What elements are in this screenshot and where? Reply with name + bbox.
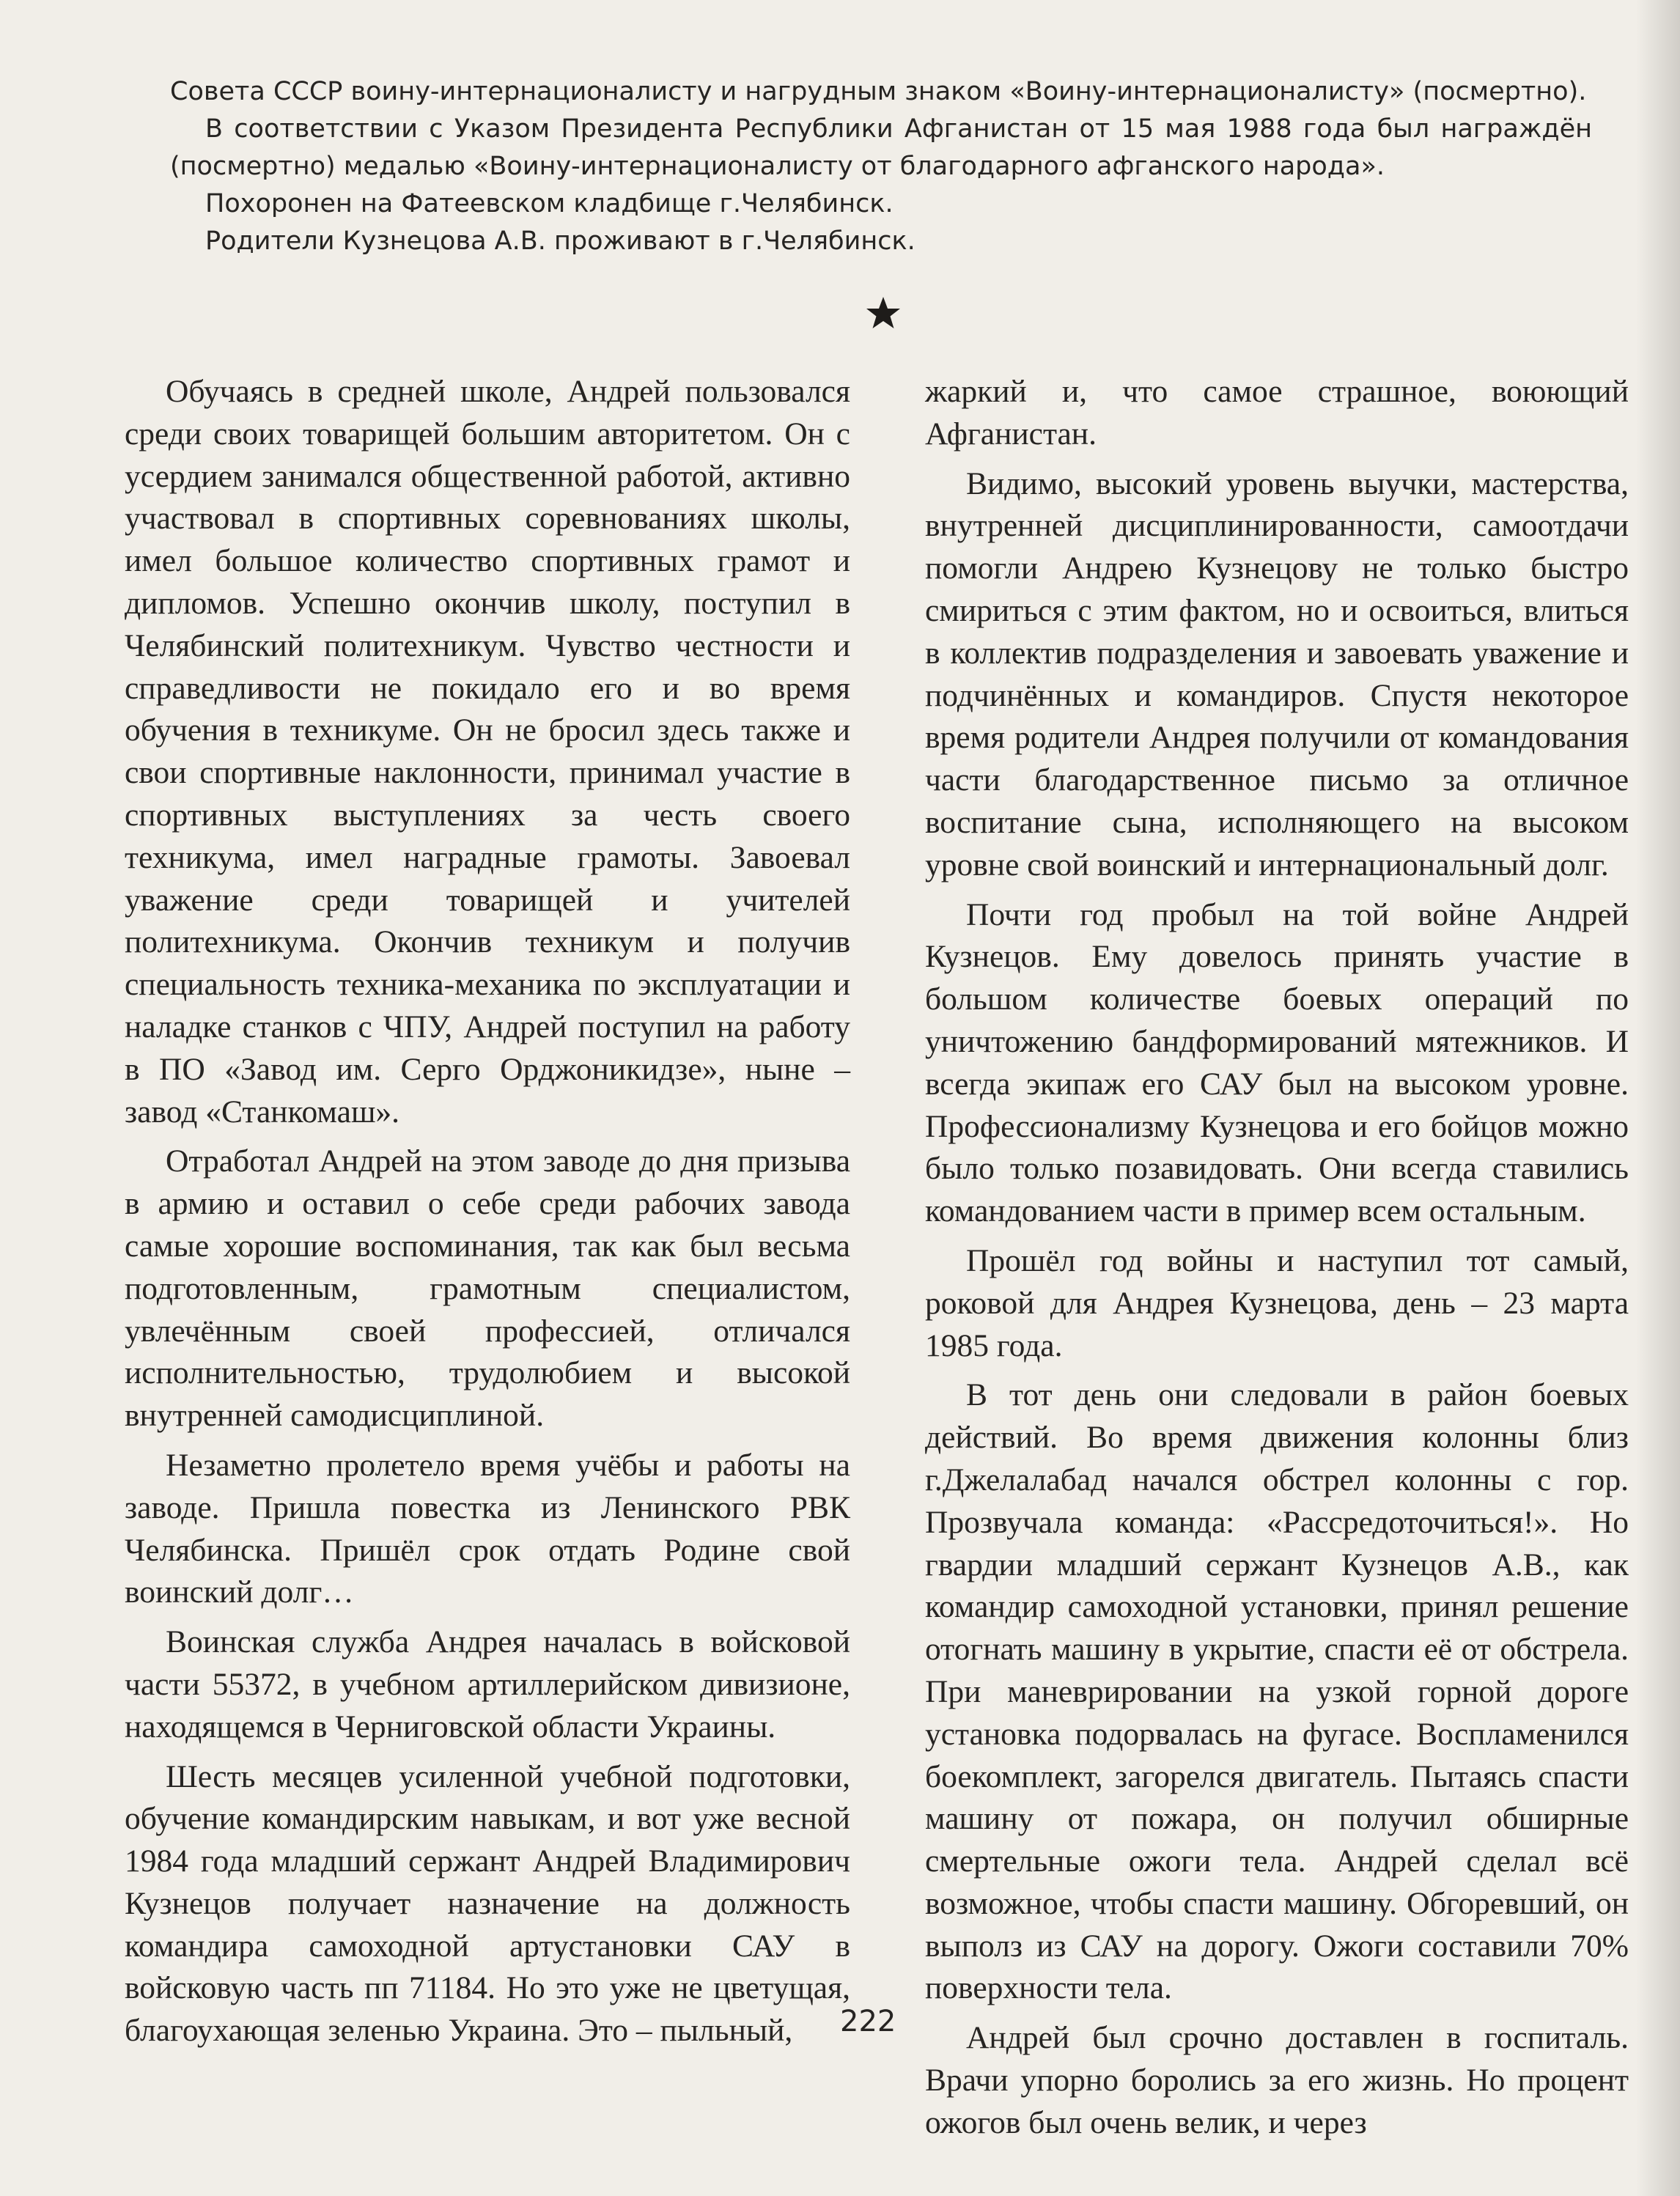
left-text-column <box>125 371 850 2060</box>
paragraph: Почти год пробыл на той войне Андрей Кузнецов. Ему довелось принять участие в большом количестве боевых операций по уничтожению бандформирований мятежников. И всегда экипаж его САУ был на высоком уровне. Профессионализму Кузнецова и его бойцов можно было только позавидовать. Они всегда ставились командованием части в пример всем остальным. <box>925 896 1629 1229</box>
page-number: 222 <box>840 2005 896 2038</box>
right-text-column <box>925 371 1629 2152</box>
star-icon <box>865 295 902 331</box>
paragraph: Прошёл год войны и наступил тот самый, роковой для Андрея Кузнецова, день – 23 марта 1985 года. <box>925 1242 1629 1363</box>
paragraph: Отработал Андрей на этом заводе до дня призыва в армию и оставил о себе среди рабочих завода самые хорошие воспоминания, так как был весьма подготовленным, грамотным специалистом, увлечённым своей профессией, отличался исполнительностью, трудолюбием и высокой внутренней самодисциплиной. <box>125 1143 850 1434</box>
paragraph: Незаметно пролетело время учёбы и работы на заводе. Пришла повестка из Ленинского РВК Челябинска. Пришёл срок отдать Родине свой воинский долг… <box>125 1447 850 1610</box>
award-note-line: Совета СССР воину-интернационалисту и нагрудным знаком «Воину-интернационалисту» (посмертно). <box>170 77 1587 106</box>
award-note-line: Родители Кузнецова А.В. проживают в г.Челябинск. <box>205 226 915 256</box>
paragraph: Шесть месяцев усиленной учебной подготовки, обучение командирским навыкам, и вот уже весной 1984 года младший сержант Андрей Владимирович Кузнецов получает назначение на должность командира самоходной артустановки САУ в войсковую часть пп 71184. Но это уже не цветущая, благоухающая зеленью Украина. Это – пыльный, <box>125 1758 850 2049</box>
paragraph: Андрей был срочно доставлен в госпиталь. Врачи упорно боролись за его жизнь. Но процент ожогов был очень велик, и через <box>925 2020 1629 2140</box>
paragraph-continuation: жаркий и, что самое страшное, воюющий Афганистан. <box>925 374 1629 452</box>
paragraph: Видимо, высокий уровень выучки, мастерства, внутренней дисциплинированности, самоотдачи помогли Андрею Кузнецову не только быстро смириться с этим фактом, но и освоиться, влиться в коллектив подразделения и завоевать уважение и подчинённых и командиров. Спустя некоторое время родители Андрея получили от командования части благодарственное письмо за отличное воспитание сына, исполняющего на высоком уровне свой воинский и интернациональный долг. <box>925 465 1629 883</box>
award-note <box>170 73 1592 260</box>
paragraph: Воинская служба Андрея началась в войсковой части 55372, в учебном артиллерийском дивизионе, находящемся в Черниговской области Украины. <box>125 1624 850 1744</box>
page-edge-shadow <box>1636 0 1680 2196</box>
award-note-line: В соответствии с Указом Президента Республики Афганистан от 15 мая 1988 года был награждён (посмертно) медалью «Воину-интернационалисту от благодарного афганского народа». <box>170 114 1592 181</box>
award-note-line: Похоронен на Фатеевском кладбище г.Челябинск. <box>205 189 894 218</box>
paragraph: В тот день они следовали в район боевых действий. Во время движения колонны близ г.Джелалабад начался обстрел колонны с гор. Прозвучала команда: «Рассредоточиться!». Но гвардии младший сержант Кузнецов А.В., как командир самоходной установки, принял решение отогнать машину в укрытие, спасти её от обстрела. При маневрировании на узкой горной дороге установка подорвалась на фугасе. Воспламенился боекомплект, загорелся двигатель. Пытаясь спасти машину от пожара, он получил обширные смертельные ожоги тела. Андрей сделал всё возможное, чтобы спасти машину. Обгоревший, он выполз из САУ на дорогу. Ожоги составили 70% поверхности тела. <box>925 1377 1629 2006</box>
paragraph: Обучаясь в средней школе, Андрей пользовался среди своих товарищей большим авторитетом. Он с усердием занимался общественной работой, активно участвовал в спортивных соревнованиях школы, имел большое количество спортивных грамот и дипломов. Успешно окончив школу, поступил в Челябинский политехникум. Чувство честности и справедливости не покидало его и во время обучения в техникуме. Он не бросил здесь также и свои спортивные наклонности, принимал участие в спортивных выступлениях за честь своего техникума, имел наградные грамоты. Завоевал уважение среди товарищей и учителей политехникума. Окончив техникум и получив специальность техника-механика по эксплуатации и наладке станков с ЧПУ, Андрей поступил на работу в ПО «Завод им. Серго Орджоникидзе», ныне – завод «Станкомаш». <box>125 374 850 1130</box>
